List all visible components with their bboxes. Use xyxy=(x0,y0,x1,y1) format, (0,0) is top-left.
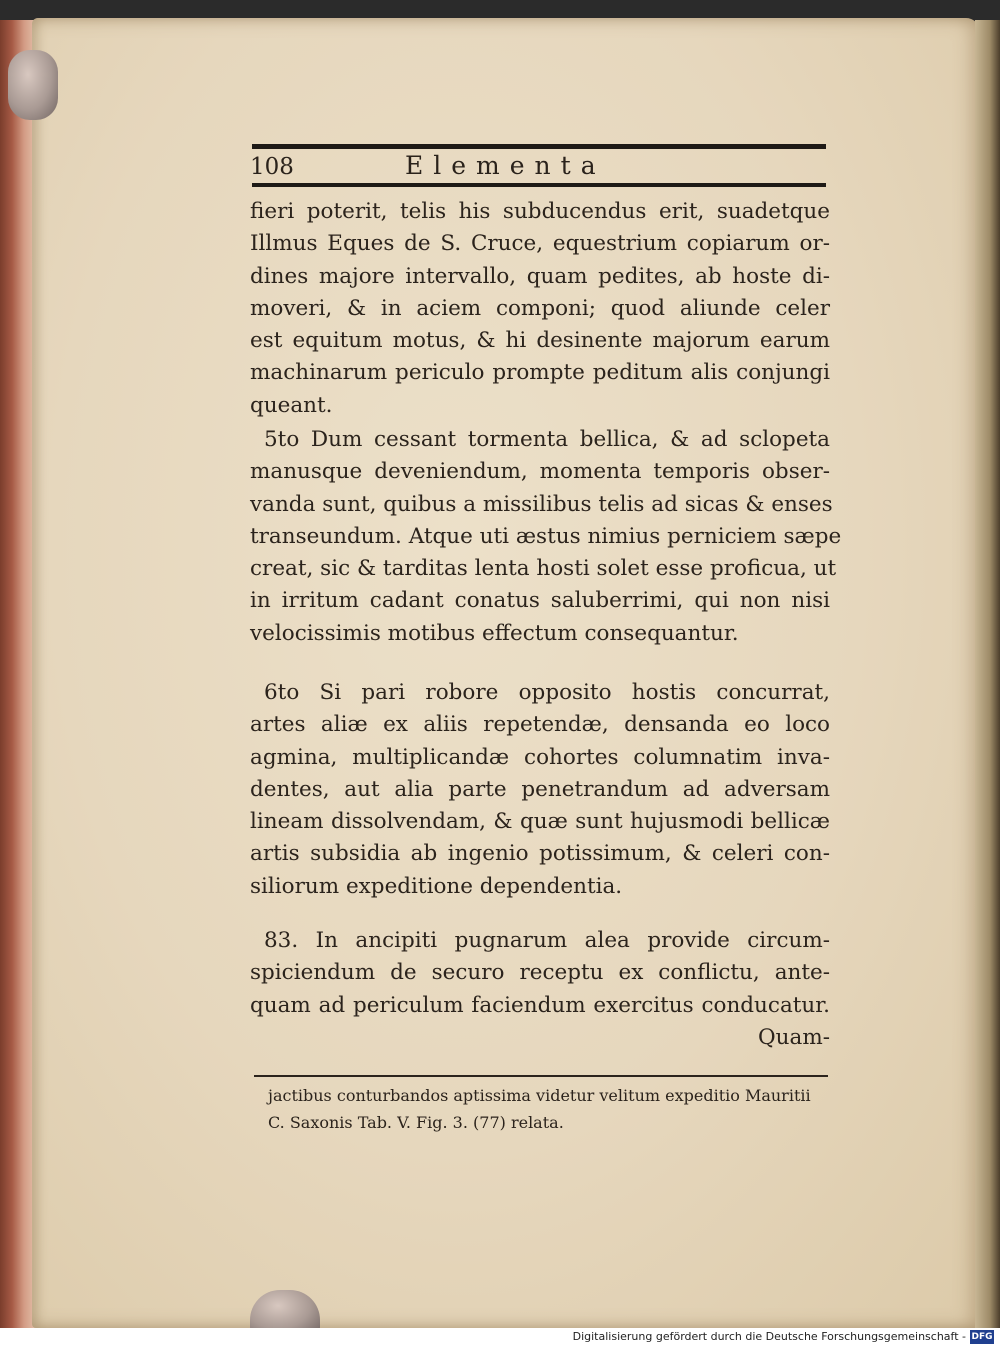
footnote-line: jactibus conturbandos aptissima videtur velitum expeditio Mauritii xyxy=(268,1086,811,1105)
digitization-credit: Digitalisierung gefördert durch die Deutsche Forschungsgemeinschaft - xyxy=(572,1330,966,1343)
paragraph-2 xyxy=(250,424,842,650)
text-line: moveri, & in aciem componi; quod aliunde celer xyxy=(250,295,830,321)
text-line: lineam dissolvendam, & quæ sunt hujusmodi bellicæ xyxy=(250,809,830,835)
paragraph-1 xyxy=(250,196,830,422)
footnote-rule xyxy=(254,1075,828,1077)
text-line: vanda sunt, quibus a missilibus telis ad sicas & enses xyxy=(250,491,833,517)
text-line: velocissimis motibus effectum consequantur. xyxy=(250,620,739,646)
text-line: queant. xyxy=(250,392,333,418)
text-line: fieri poterit, telis his subducendus erit, suadetque xyxy=(250,199,830,224)
catchword: Quam- xyxy=(758,1024,830,1050)
text-line: in irritum cadant conatus saluberrimi, qui non nisi xyxy=(250,588,830,614)
paragraph-3 xyxy=(250,677,830,903)
dfg-logo-icon: DFG xyxy=(971,1332,993,1342)
running-title: Elementa xyxy=(405,151,606,180)
footnote xyxy=(268,1082,828,1136)
text-line: transeundum. Atque uti æstus nimius perniciem sæpe xyxy=(250,523,842,549)
page-clip-top xyxy=(8,50,58,120)
text-line: 6to Si pari robore opposito hostis concurrat, xyxy=(264,680,830,705)
text-line: agmina, multiplicandæ cohortes columnatim inva- xyxy=(250,744,830,770)
text-line: machinarum periculo prompte peditum alis conjungi xyxy=(250,360,830,386)
text-line: Illmus Eques de S. Cruce, equestrium copiarum or- xyxy=(250,231,830,257)
paragraph-4 xyxy=(250,925,830,1054)
text-line: quam ad periculum faciendum exercitus conducatur. xyxy=(250,992,830,1018)
text-line: manusque deveniendum, momenta temporis obser- xyxy=(250,459,830,485)
text-line: artis subsidia ab ingenio potissimum, & celeri con- xyxy=(250,841,830,867)
text-line: 5to Dum cessant tormenta bellica, & ad sclopeta xyxy=(264,427,830,452)
page-number: 108 xyxy=(250,154,294,180)
book-gutter-shadow xyxy=(975,20,1000,1328)
header-rule-bottom xyxy=(252,183,826,187)
text-line: creat, sic & tarditas lenta hosti solet esse proficua, ut xyxy=(250,556,837,582)
header-rule-top xyxy=(252,144,826,149)
text-line: est equitum motus, & hi desinente majorum earum xyxy=(250,328,830,354)
text-line: artes aliæ ex aliis repetendæ, densanda eo loco xyxy=(250,712,830,738)
text-line: dentes, aut alia parte penetrandum ad adversam xyxy=(250,776,830,802)
footnote-line: C. Saxonis Tab. V. Fig. 3. (77) relata. xyxy=(268,1113,564,1132)
text-line: dines majore intervallo, quam pedites, ab hoste di- xyxy=(250,263,830,289)
text-line: 83. In ancipiti pugnarum alea provide circum- xyxy=(264,928,830,953)
text-line: spiciendum de securo receptu ex conflictu, ante- xyxy=(250,960,830,986)
text-line: siliorum expeditione dependentia. xyxy=(250,873,623,899)
